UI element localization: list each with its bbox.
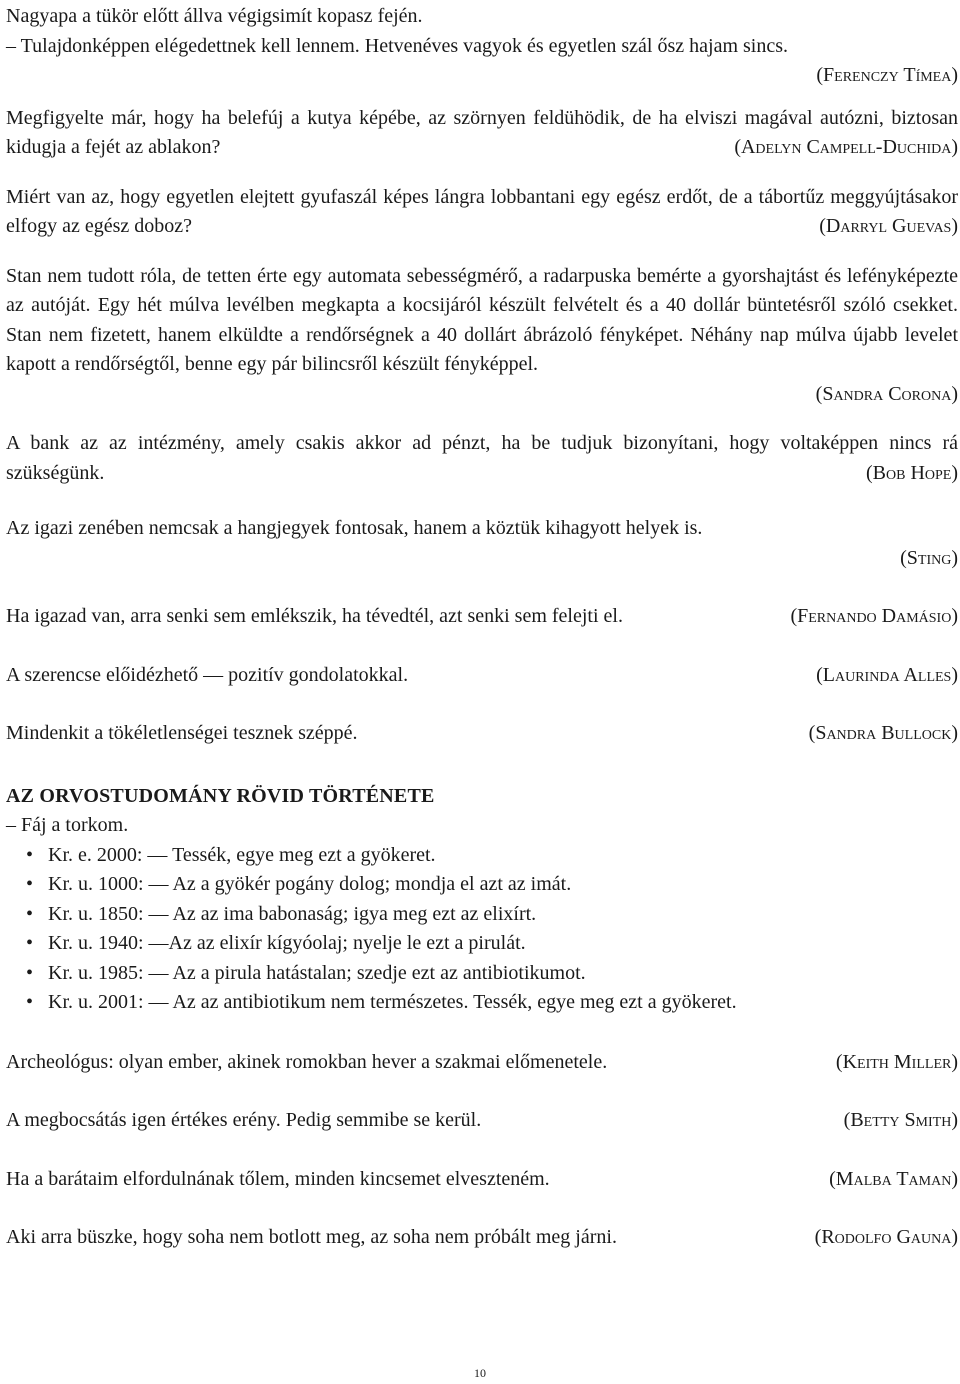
anecdote-line: – Tulajdonképpen elégedettnek kell lennem. Hetvenéves vagyok és egyetlen szál ősz hajam sincs. — [6, 34, 789, 57]
quote-text: Mindenkit a tökéletlenségei tesznek széppé. — [6, 722, 358, 744]
anecdote-grandfather — [6, 2, 958, 91]
quote-text: A bank az az intézmény, amely csakis akkor ad pénzt, ha be tudjuk bizonyítani, hogy voltaképpen nincs rá szükségünk. — [6, 432, 958, 484]
quote-author: (Sandra Bullock) — [808, 722, 958, 744]
list-item: • Kr. u. 1940: —Az az elixír kígyóolaj; nyelje le ezt a pirulát. — [26, 929, 958, 959]
document-page — [6, 0, 958, 1253]
list-item: • Kr. u. 1850: — Az az ima babonaság; igya meg ezt az elixírt. — [26, 900, 958, 930]
section-title: AZ ORVOSTUDOMÁNY RÖVID TÖRTÉNETE — [6, 784, 435, 807]
history-intro: – Fáj a torkom. — [6, 814, 129, 836]
quote-matchstick — [6, 183, 958, 242]
quote-text: Ha a barátaim elfordulnának tőlem, minden kincsemet elveszteném. — [6, 1167, 550, 1190]
quote-music — [6, 514, 958, 573]
short-quote — [6, 1223, 958, 1253]
quote-dog — [6, 104, 958, 163]
quote-text: Miért van az, hogy egyetlen elejtett gyufaszál képes lángra lobbantani egy egész erdőt, de a tábortűz meggyújtásakor elfogy az egész doboz? — [6, 185, 958, 237]
history-list — [6, 841, 958, 1018]
quote-text: Ha igazad van, arra senki sem emlékszik, ha tévedtél, azt senki sem felejti el. — [6, 605, 623, 627]
list-item: • Kr. u. 1985: — Az a pirula hatástalan; szedje ezt az antibiotikumot. — [26, 959, 958, 989]
anecdote-stan — [6, 262, 958, 410]
quote-author: (Fernando Damásio) — [790, 605, 958, 627]
list-item: • Kr. u. 2001: — Az az antibiotikum nem természetes. Tessék, egye meg ezt a gyökeret. — [26, 988, 958, 1018]
quote-paragraph — [6, 429, 958, 488]
quote-author: (Darryl Guevas) — [819, 215, 958, 237]
list-item: • Kr. u. 1000: — Az a gyökér pogány dolog; mondja el azt az imát. — [26, 870, 958, 900]
quote-paragraph — [6, 104, 958, 163]
quote-text: A megbocsátás igen értékes erény. Pedig semmibe se kerül. — [6, 1109, 482, 1131]
quote-author: (Sting) — [900, 546, 958, 569]
quote-author: (Rodolfo Gauna) — [814, 1226, 958, 1248]
quote-author: (Bob Hope) — [866, 461, 958, 484]
short-quote — [6, 602, 958, 632]
short-quote — [6, 1048, 958, 1078]
quote-author: (Malba Taman) — [829, 1167, 958, 1190]
anecdote-text: Stan nem tudott róla, de tetten érte egy automata sebességmérő, a radarpuska bemérte a gyorshajtást és lefényképezte az autóját. Egy hét múlva levélben megkapta a kocsijáról készült felvételt és a 40 dollár büntetésről szóló csekket. Stan nem fizetett, hanem elküldte a rendőrségnek a 40 dollárt ábrázoló fényképet. Néhány nap múlva újabb levelet kapott a rendőrségtől, benne egy pár bilincsről készült fényképpel. — [6, 264, 958, 375]
quote-text: Az igazi zenében nemcsak a hangjegyek fontosak, hanem a köztük kihagyott helyek is. — [6, 517, 703, 539]
short-quote — [6, 719, 958, 749]
quote-text: A szerencse előidézhető — pozitív gondolatokkal. — [6, 663, 409, 686]
quote-text: Archeológus: olyan ember, akinek romokban hever a szakmai előmenetele. — [6, 1050, 608, 1073]
medicine-history-section — [6, 782, 958, 1018]
quote-text: Megfigyelte már, hogy ha belefúj a kutya képébe, az szörnyen feldühödik, de ha elviszi magával autózni, biztosan kidugja a fejét az ablakon? — [6, 106, 958, 158]
quote-text: Aki arra büszke, hogy soha nem botlott meg, az soha nem próbált meg járni. — [6, 1226, 617, 1248]
short-quote — [6, 1165, 958, 1195]
quote-author: (Betty Smith) — [843, 1109, 958, 1131]
quote-author: (Adelyn Campell-Duchida) — [734, 136, 958, 158]
anecdote-line: Nagyapa a tükör előtt állva végigsimít kopasz fején. — [6, 5, 423, 27]
quote-author: (Ferenczy Tímea) — [816, 64, 958, 86]
quote-author: (Laurinda Alles) — [816, 663, 958, 686]
short-quote — [6, 661, 958, 691]
page-number: 10 — [474, 1366, 486, 1380]
list-item: • Kr. e. 2000: — Tessék, egye meg ezt a gyökeret. — [26, 841, 958, 871]
quote-paragraph — [6, 183, 958, 242]
quote-author: (Sandra Corona) — [815, 382, 958, 405]
short-quote — [6, 1106, 958, 1136]
quote-author: (Keith Miller) — [835, 1050, 958, 1073]
quote-bank — [6, 429, 958, 488]
